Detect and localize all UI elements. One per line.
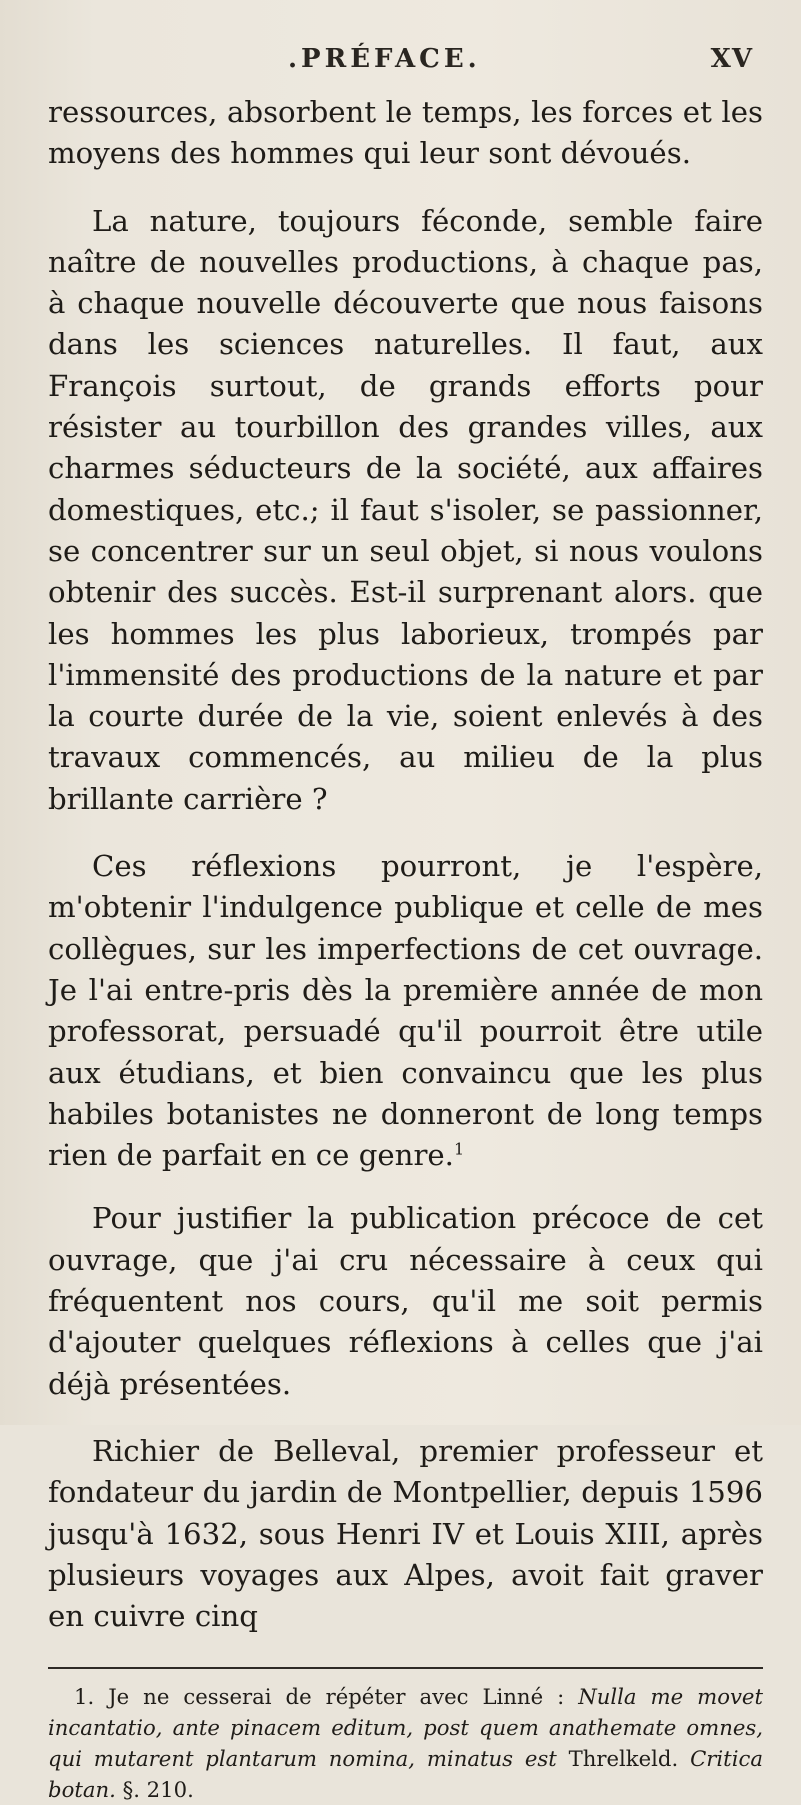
running-head bbox=[48, 0, 763, 92]
footnote-rule bbox=[48, 1667, 763, 1669]
body-text bbox=[48, 92, 763, 1637]
page-number: XV bbox=[710, 44, 753, 74]
paragraph-4: Pour justifier la publication précoce de cet ouvrage, que j'ai cru nécessaire à ceux qui fréquentent nos cours, qu'il me soit permis d'ajouter quelques réflexions à celles que j'ai déjà présentées. bbox=[48, 1201, 763, 1401]
footnote-number: 1. bbox=[74, 1684, 95, 1710]
running-title: .PRÉFACE. bbox=[288, 44, 481, 74]
footnote-attribution: Threlkeld. bbox=[568, 1746, 679, 1772]
footnote-intro: Je ne cesserai de répéter avec Linné : bbox=[108, 1684, 565, 1710]
footnote-section: §. 210. bbox=[122, 1777, 194, 1803]
paragraph-3-text: Ces réflexions pourront, je l'espère, m'obtenir l'indulgence publique et celle de mes collègues, sur les imperfections de cet ouvrage. Je l'ai entre-pris dès la première année de mon professorat, persuadé qu'il pourroit être utile aux étudians, et bien convaincu que les plus habiles botanistes ne donneront de long temps rien de parfait en ce genre. bbox=[48, 849, 763, 1173]
footnote-source: Critica botan. bbox=[48, 1746, 763, 1803]
footnote-marker: 1 bbox=[453, 1139, 465, 1159]
footnote bbox=[48, 1681, 763, 1805]
paragraph-1: ressources, absorbent le temps, les forces et les moyens des hommes qui leur sont dévoués. bbox=[48, 95, 763, 171]
paragraph-5: Richier de Belleval, premier professeur et fondateur du jardin de Montpellier, depuis 1596 jusqu'à 1632, sous Henri IV et Louis XIII, après plusieurs voyages aux Alpes, avoit fait graver en cuivre cinq bbox=[48, 1433, 763, 1634]
footnote-latin-quote: Nulla me movet incantatio, ante pinacem editum, post quem anathemate omnes, qui mutarent plantarum nomina, minatus est bbox=[48, 1684, 763, 1772]
paragraph-2: La nature, toujours féconde, semble faire naître de nouvelles productions, à chaque pas, à chaque nouvelle découverte que nous faisons dans les sciences naturelles. Il faut, aux François surtout, de grands efforts pour résister au tourbillon des grandes villes, aux charmes séducteurs de la société, aux affaires domestiques, etc.; il faut s'isoler, se passionner, se concentrer sur un seul objet, si nous voulons obtenir des succès. Est-il surprenant alors. que les hommes les plus laborieux, trompés par l'immensité des productions de la nature et par la courte durée de la vie, soient enlevés à des travaux commencés, au milieu de la plus brillante carrière ? bbox=[48, 203, 763, 816]
paragraph-3 bbox=[48, 846, 763, 1176]
